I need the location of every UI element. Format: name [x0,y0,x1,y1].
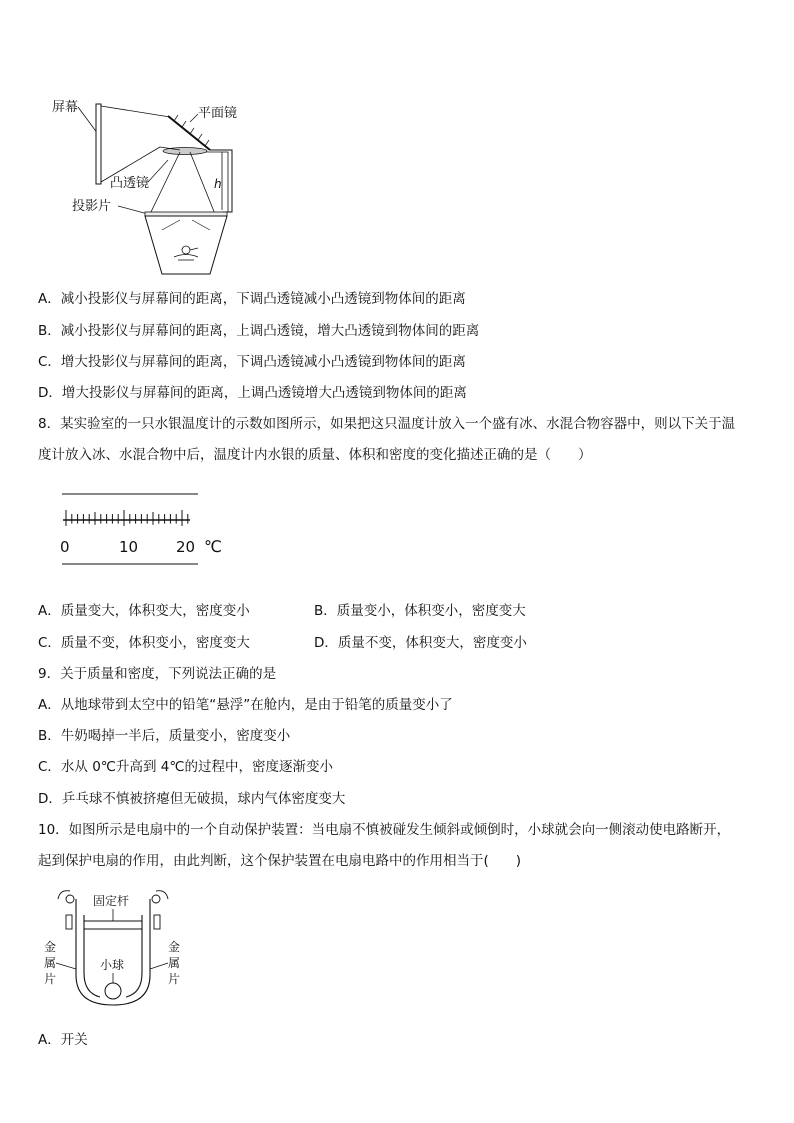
ball-label: 小球 [100,958,125,972]
q7-option-a[interactable]: A．减小投影仪与屏幕间的距离，下调凸透镜减小凸透镜到物体间的距离 [38,291,466,307]
q8-option-b[interactable]: B．质量变小，体积变小，密度变大 [314,603,526,619]
left-strip-label-1: 金 [44,940,57,954]
q7-option-b[interactable]: B．减小投影仪与屏幕间的距离，上调凸透镜，增大凸透镜到物体间的距离 [38,323,480,339]
tick-label-20: 20 [176,538,196,556]
q10-stem-line2: 起到保护电扇的作用，由此判断，这个保护装置在电扇电路中的作用相当于( ) [38,853,522,869]
right-strip-label-3: 片 [168,972,181,986]
q10-stem-line1: 10．如图所示是电扇中的一个自动保护装置：当电扇不慎被碰发生倾斜或倾倒时，小球就会向一侧滚动使电路断开， [38,822,731,838]
lens-label: 凸透镜 [110,176,150,191]
small-ball [105,983,121,999]
q9-option-c[interactable]: C．水从 0℃升高到 4℃的过程中，密度逐渐变小 [38,759,334,775]
fixed-rod-label: 固定杆 [93,894,130,908]
q8-option-a[interactable]: A．质量变大，体积变大，密度变小 [38,603,250,619]
projector-diagram [40,92,250,282]
unit-celsius: ℃ [204,537,222,556]
left-strip-label-3: 片 [44,972,57,986]
h-label: h [214,177,222,191]
q7-option-c[interactable]: C．增大投影仪与屏幕间的距离，下调凸透镜减小凸透镜到物体间的距离 [38,354,466,370]
q9-option-b[interactable]: B．牛奶喝掉一半后，质量变小，密度变小 [38,728,291,744]
q9-option-a[interactable]: A．从地球带到太空中的铅笔“悬浮”在舱内，是由于铅笔的质量变小了 [38,697,453,713]
screen [96,104,101,184]
screen-label-leader [78,107,98,134]
mirror-label: 平面镜 [198,106,238,121]
q8-stem-line1: 8．某实验室的一只水银温度计的示数如图所示，如果把这只温度计放入一个盛有冰、水混合物容器中，则以下关于温 [38,416,736,432]
thermometer-figure [56,490,236,570]
q9-option-d[interactable]: D．乒乓球不慎被挤瘪但无破损，球内气体密度变大 [38,791,346,807]
q8-stem-line2: 度计放入冰、水混合物中后，温度计内水银的质量、体积和密度的变化描述正确的是（ ） [38,447,592,463]
tick-label-10: 10 [119,538,139,556]
tilt-switch-diagram [38,885,198,1015]
left-strip-label-2: 属 [44,956,57,970]
tick-label-0: 0 [60,538,70,556]
q10-option-a[interactable]: A．开关 [38,1032,88,1048]
q8-option-c[interactable]: C．质量不变，体积变小，密度变大 [38,635,250,651]
right-strip-label-2: 属 [168,956,181,970]
scale-ticks [66,510,188,526]
slide [145,212,227,216]
q7-option-d[interactable]: D．增大投影仪与屏幕间的距离，上调凸透镜增大凸透镜到物体间的距离 [38,385,467,401]
slide-label: 投影片 [72,199,112,214]
q9-stem: 9．关于质量和密度，下列说法正确的是 [38,666,277,682]
right-strip-label-1: 金 [168,940,181,954]
q8-option-d[interactable]: D．质量不变，体积变大，密度变小 [314,635,527,651]
fixed-rod [84,921,142,929]
screen-label: 屏幕 [52,100,79,115]
projector-body [145,216,227,274]
